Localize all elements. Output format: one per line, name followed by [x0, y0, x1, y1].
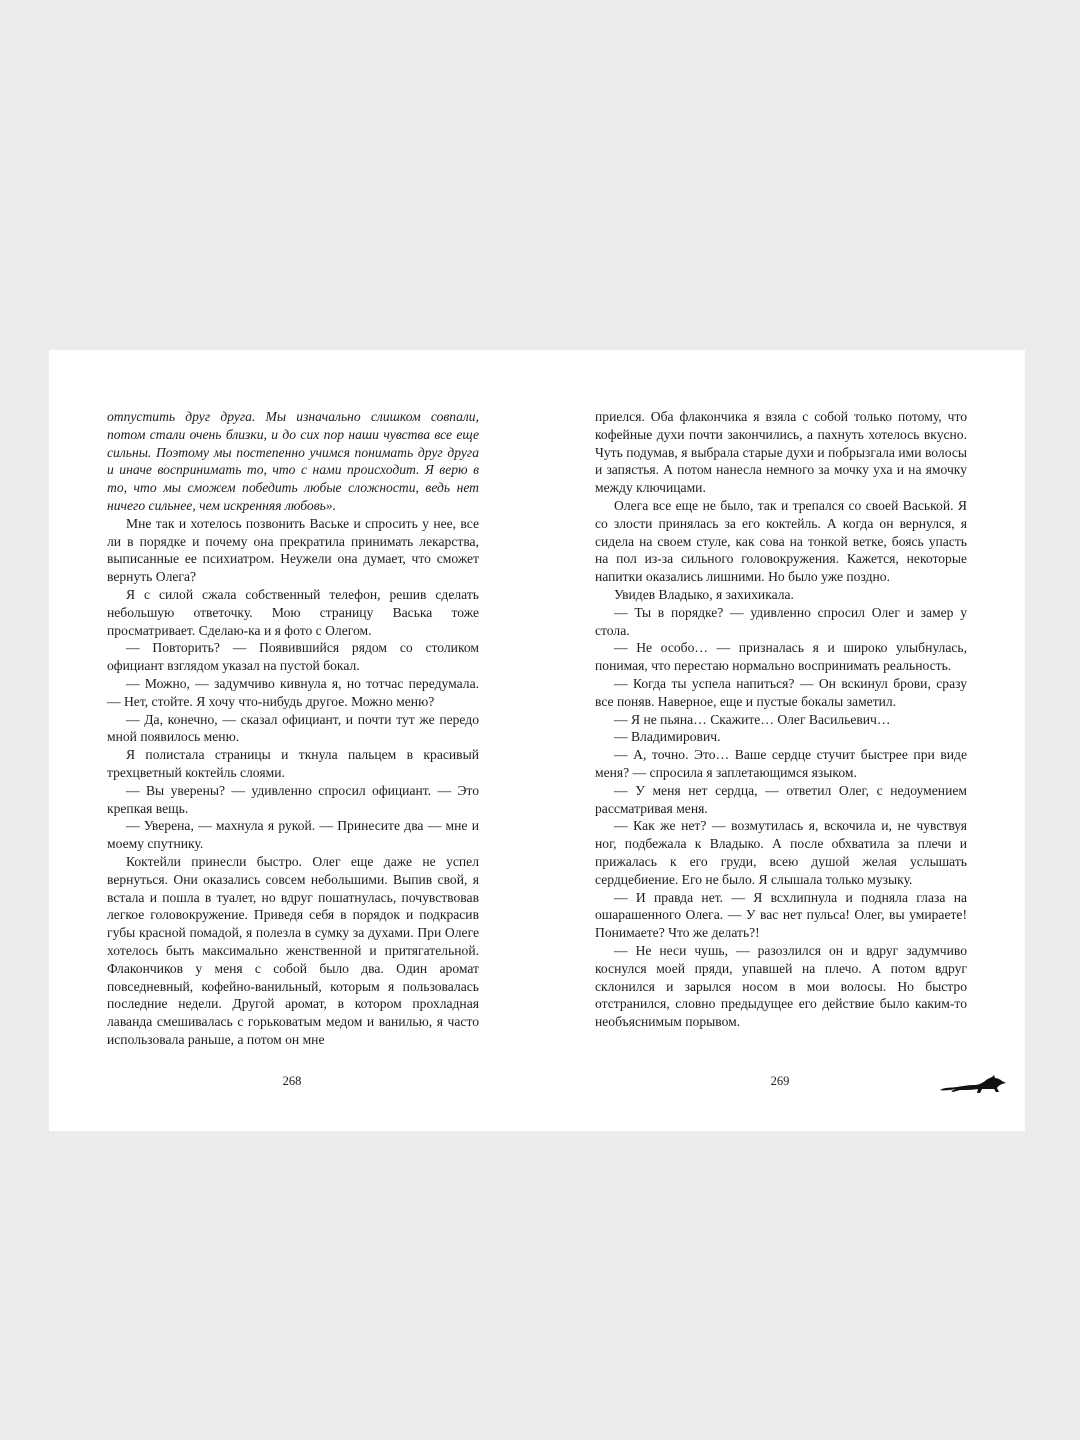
paragraph: — У меня нет сердца, — ответил Олег, с недоумением рассматривая меня. — [595, 782, 967, 816]
paragraph: — Я не пьяна… Скажите… Олег Васильевич… — [614, 711, 891, 727]
paragraph: Олега все еще не было, так и трепался со своей Васькой. Я со злости принялась за его коктейль. А когда он вернулся, я сидела на своем стуле, как сова на тонкой ветке, боясь упасть на пол из-за сильного головокружения. Кажется, некоторые напитки оказались лишними. Но было уже поздно. — [595, 497, 967, 585]
paragraph: — И правда нет. — Я всхлипнула и подняла глаза на ошарашенного Олега. — У вас нет пульса! Олег, вы умираете! Понимаете? Что же делать?! — [595, 889, 967, 941]
running-fox-icon — [939, 1075, 1007, 1095]
paragraph: — Вы уверены? — удивленно спросил официант. — Это крепкая вещь. — [107, 782, 479, 816]
book-spread — [49, 350, 1025, 1131]
paragraph: — Не особо… — призналась я и широко улыбнулась, понимая, что перестаю нормально воспринимать реальность. — [595, 640, 967, 674]
paragraph: Увидев Владыко, я захихикала. — [614, 586, 794, 602]
paragraph: — Владимирович. — [614, 729, 721, 745]
paragraph: отпустить друг друга. Мы изначально слишком совпали, потом стали очень близки, и до сих пор наши чувства все еще сильны. Поэтому мы постепенно учимся понимать друг друга и иначе воспринимать то, что с нами происходит. Я верю в то, что мы сможем победить любые сложности, ведь нет ничего сильнее, чем искренняя любовь». — [107, 409, 479, 513]
paragraph: — Когда ты успела напиться? — Он вскинул брови, сразу все поняв. Наверное, еще и пустые бокалы заметил. — [595, 675, 967, 709]
paragraph: — А, точно. Это… Ваше сердце стучит быстрее при виде меня? — спросила я заплетающимся языком. — [595, 747, 967, 780]
paragraph: — Повторить? — Появившийся рядом со столиком официант взглядом указал на пустой бокал. — [107, 640, 479, 674]
paragraph: — Ты в порядке? — удивленно спросил Олег и замер у стола. — [595, 604, 967, 638]
page-number-right: 269 — [770, 1074, 790, 1088]
paragraph: Я полистала страницы и ткнула пальцем в красивый трехцветный коктейль слоями. — [107, 747, 479, 780]
paragraph: приелся. Оба флакончика я взяла с собой только потому, что кофейные духи почти закончились, а пахнуть хотелось вкусно. Чуть подумав, я выбрала старые духи и побрызгала ими волосы и запястья. А потом нанесла немного за мочку уха и на ямочку между ключицами. — [595, 409, 967, 496]
paragraph: Я с силой сжала собственный телефон, решив сделать небольшую ответочку. Мою страницу Васька тоже просматривает. Сделаю-ка и я фото с Олегом. — [107, 586, 479, 638]
paragraph: — Да, конечно, — сказал официант, и почти тут же передо мной появилось меню. — [107, 711, 479, 745]
paragraph: Коктейли принесли быстро. Олег еще даже не успел вернуться. Они оказались совсем небольшими. Выпив свой, я встала и пошла в туалет, но вдруг пошатнулась, почувствовав легкое головокружение. Приведя себя в порядок и подкрасив губы красной помадой, я полезла в сумку за духами. При Олеге хотелось быть максимально женственной и притягательной. Флакончиков у меня с собой было два. Один аромат повседневный, кофейно-ванильный, которым я пользовалась последние недели. Другой аромат, в котором прохладная лаванда смешивалась с горьковатым медом и ванилью, я часто использовала раньше, а потом он мне — [107, 853, 479, 1047]
paragraph: Мне так и хотелось позвонить Ваське и спросить у нее, все ли в порядке и почему она прекратила принимать лекарства, выписанные ее психиатром. Неужели она думает, что сможет вернуть Олега? — [107, 515, 479, 585]
paragraph: — Можно, — задумчиво кивнула я, но тотчас передумала. — Нет, стойте. Я хочу что-нибудь другое. Можно меню? — [107, 675, 479, 709]
paragraph: — Уверена, — махнула я рукой. — Принесите два — мне и моему спутнику. — [107, 818, 479, 852]
paragraph: — Как же нет? — возмутилась я, вскочила и, не чувствуя ног, подбежала к Владыко. А после обхватила за плечи и прижалась к его груди, всею душой желая услышать сердцебиение. Его не было. Я слышала только музыку. — [595, 818, 967, 887]
paragraph: — Не неси чушь, — разозлился он и вдруг задумчиво коснулся моей пряди, упавшей на плечо. А потом вдруг склонился и зарылся носом в мои волосы. Но быстро отстранился, словно предыдущее его действие было каким-то необъяснимым порывом. — [595, 942, 967, 1030]
right-page — [595, 408, 967, 1031]
left-page — [107, 408, 479, 1049]
page-number-left: 268 — [282, 1074, 302, 1088]
